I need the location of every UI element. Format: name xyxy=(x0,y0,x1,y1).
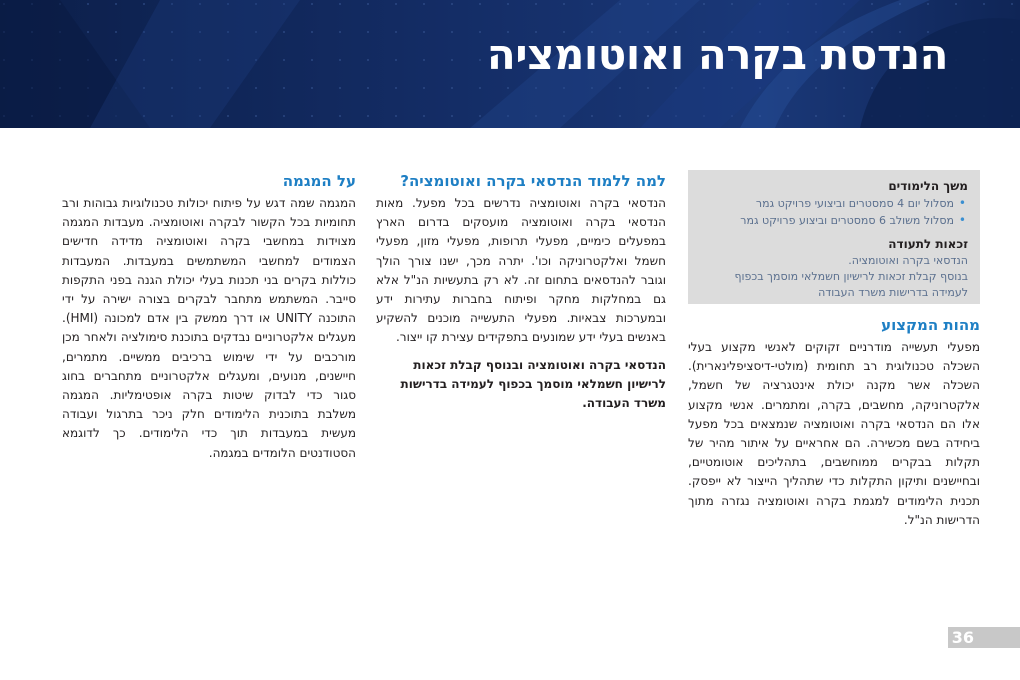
duration-heading: משך הלימודים xyxy=(888,179,968,193)
header-banner xyxy=(0,0,1020,128)
middle-column xyxy=(376,170,666,413)
certificate-line: בנוסף קבלת זכאות לרישיון חשמלאי מוסמך בכפוף xyxy=(734,270,968,283)
duration-list xyxy=(700,195,968,229)
page-number-tab xyxy=(948,627,1020,648)
essence-text: מפעלי תעשייה מודרניים זקוקים לאנשי מקצוע בעלי השכלה טכנולוגית רב תחומית (מולטי-דיסציפלינארית). השכלה אשר מקנה יכולת אינטגרציה של חשמל, אלקטרוניקה, מחשבים, בקרה, ומתמרים. אנשי מקצוע אלו הם הנדסאי בקרה ואוטומציה שנמצאים בכל מפעל ביחידה בשם מכשירה. הם אחראיים על איתור מהיר של תקלות בבקרים ממוחשבים, בתהליכים אוטומטיים, ובחיישנים ותיקון התקלות כדי שתהליך הייצור לא ייפסק. תכנית הלימודים למגמת בקרה ואוטומציה נגזרה מתוך הדרישות הנ"ל. xyxy=(688,340,980,527)
essence-heading: מהות המקצוע xyxy=(881,316,980,334)
duration-item: • מסלול משולב 6 סמסטרים וביצוע פרויקט גמר xyxy=(700,212,954,229)
why-text: הנדסאי בקרה ואוטומציה נדרשים בכל מפעל. מאות הנדסאי בקרה ואוטומציה מועסקים בדרום הארץ במפעלים כימיים, מפעלי תרופות, מפעלי מזון, מפעלי חשמל ואלקטרוניקה וכו'. יתרה מכך, ישנו צורך הולך וגובר להנדסאים בתחום זה. לא רק בתעשיות הנ"ל אלא גם במחלקות מחקר ופיתוח בחברות עתירות ידע ובמערכות צבאיות. מפעלי התעשייה מוכנים להשקיע באנשים בעלי ידע שמונעים בתפקידים עצירת קו ייצור. xyxy=(376,196,666,345)
right-column xyxy=(688,170,980,530)
info-box xyxy=(688,170,980,304)
certificate-line: הנדסאי בקרה ואוטומציה. xyxy=(848,254,968,267)
left-column xyxy=(62,170,356,463)
duration-item: • מסלול יום 4 סמסטרים וביצועי פרויקט גמר xyxy=(700,195,954,212)
about-heading: על המגמה xyxy=(282,172,356,190)
page-title: הנדסת בקרה ואוטומציה xyxy=(486,30,948,79)
about-text: המגמה שמה דגש על פיתוח יכולות טכנולוגיות גבוהות ורב תחומיות בכל הקשור לבקרה ואוטומציה. מעבדות המגמה מצוידות במחשבי בקרה ואוטומציה מדידה חדישים הצמודים למחשבי המשתמשים במעבדות. המעבדות כוללות בקרים בני תכנות בעלי יכולת הגנה בפני התקפות סייבר. המשתמש מתחבר לבקרים בצורה ישירה על ידי התוכנה UNITY או דרך ממשק בין אדם למכונה (HMI). מעגלים אלקטרוניים נבדקים בתוכנת סימולציה ולאחר מכן מורכבים על ידי שימוש ברכיבים ממשיים. מתמרים, חיישנים, מנועים, ומעגלים אלקטרוניים מתחברים בחוג סגור כדי לבדוק שיטות בקרה אופטימליות. המגמה משלבת בתוכנית הלימודים חלק ניכר בתרגול ועבודה מעשית במעבדות תוך כדי הלימודים. כך לדוגמא הסטודנטים הלומדים במגמה. xyxy=(62,196,356,460)
certificate-heading: זכאות לתעודה xyxy=(888,237,968,251)
page-number: 36 xyxy=(951,628,974,647)
certificate-line: לעמידה בדרישות משרד העבודה xyxy=(818,286,968,299)
why-bold-text: הנדסאי בקרה ואוטומציה ובנוסף קבלת זכאות לרישיון חשמלאי מוסמך בכפוף לעמידה בדרישות משרד העבודה. xyxy=(400,357,666,411)
why-heading: למה ללמוד הנדסאי בקרה ואוטומציה? xyxy=(400,172,666,190)
